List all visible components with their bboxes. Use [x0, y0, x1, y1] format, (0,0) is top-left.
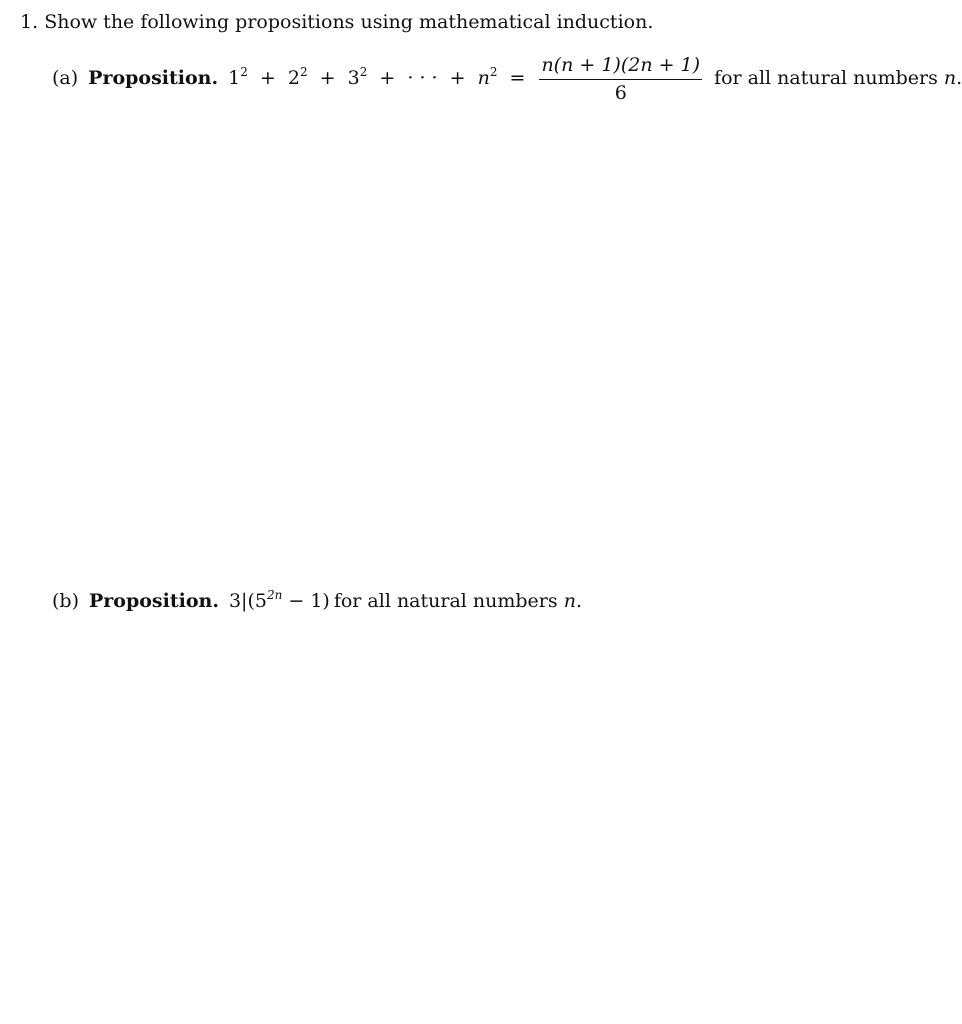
- plus-3: +: [379, 67, 396, 89]
- part-a-tail: [714, 67, 962, 89]
- expr-prefix: 3|(5: [228, 590, 267, 612]
- exp-n: 2: [489, 65, 498, 79]
- part-b: [52, 588, 582, 614]
- plus-4: +: [449, 67, 466, 89]
- part-b-label: (b): [52, 590, 79, 612]
- part-b-tail: [334, 590, 582, 612]
- fraction: [539, 53, 702, 104]
- part-a-tail-end: .: [956, 67, 962, 89]
- exp-1: 2: [240, 65, 248, 79]
- fraction-numerator: n(n + 1)(2n + 1): [539, 53, 702, 80]
- part-a: [52, 52, 962, 104]
- term-2: 2: [287, 67, 300, 89]
- part-a-label: (a): [52, 67, 79, 89]
- part-a-lhs: [228, 67, 531, 89]
- problem-number: 1.: [20, 11, 39, 33]
- expr-exponent: 2n: [266, 588, 283, 602]
- part-b-tail-var: n: [563, 590, 576, 612]
- ellipsis: · · ·: [407, 67, 438, 89]
- problem-instruction: Show the following propositions using mathematical induction.: [44, 11, 654, 33]
- problem-heading: [20, 10, 653, 34]
- term-n: n: [477, 67, 490, 89]
- term-1: 1: [228, 67, 241, 89]
- exp-2: 2: [299, 65, 308, 79]
- part-b-keyword: Proposition.: [89, 590, 219, 612]
- part-a-tail-text: for all natural numbers: [714, 67, 938, 89]
- expr-suffix: − 1): [282, 590, 330, 612]
- part-a-keyword: Proposition.: [88, 67, 219, 89]
- part-b-tail-end: .: [575, 590, 582, 612]
- part-b-expression: [229, 590, 330, 612]
- equals-sign: =: [509, 67, 526, 89]
- term-3: 3: [347, 67, 360, 89]
- plus-1: +: [259, 67, 276, 89]
- part-b-tail-text: for all natural numbers: [333, 590, 558, 612]
- fraction-denominator: 6: [614, 81, 627, 104]
- plus-2: +: [319, 67, 336, 89]
- exp-3: 2: [359, 65, 368, 79]
- part-a-tail-var: n: [943, 67, 957, 89]
